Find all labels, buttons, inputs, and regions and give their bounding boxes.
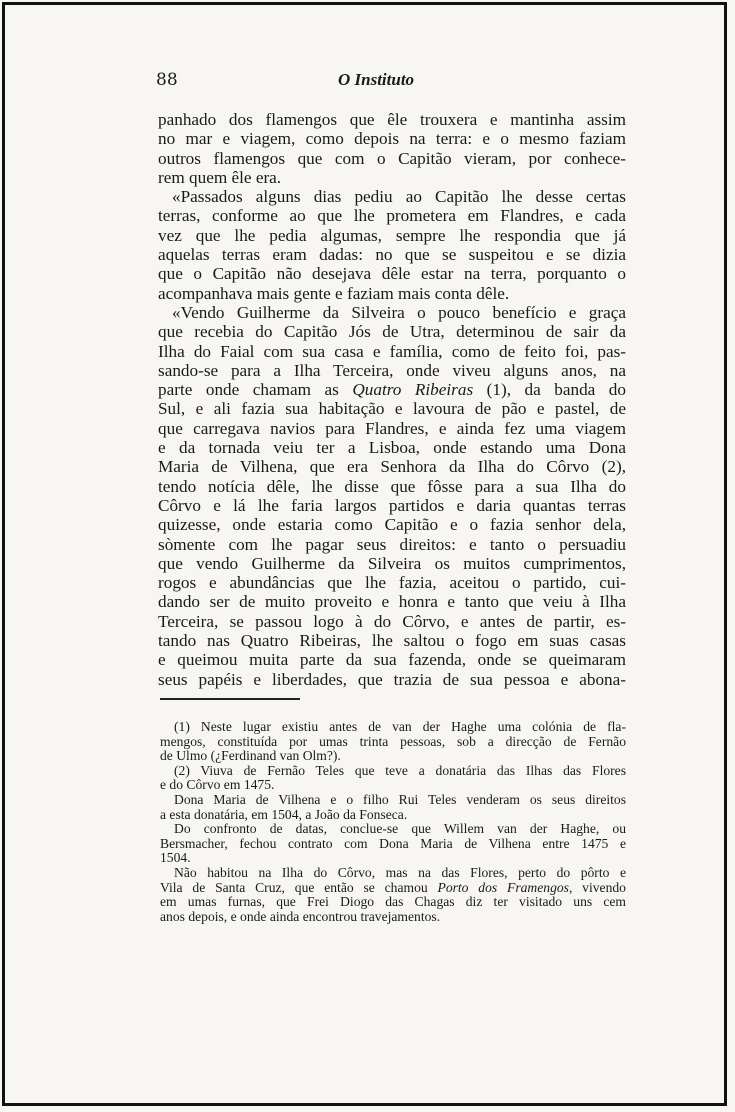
running-title: O Instituto: [338, 70, 415, 89]
footnote-line: de Ulmo (¿Ferdinand van Olm?).: [160, 748, 341, 764]
body-line: no mar e viagem, como depois na terra: e o mesmo faziam: [158, 129, 626, 149]
body-line: sòmente com lhe pagar seus direitos: e tanto o persuadiu: [158, 534, 626, 554]
body-line: quizesse, onde estaria como Capitão e o fazia senhor dela,: [158, 515, 626, 535]
footnote-line: a esta donatária, em 1504, a João da Fonseca.: [160, 806, 408, 822]
footnote-line: Não habitou na Ilha do Côrvo, mas na das Flores, perto do pôrto e: [174, 864, 626, 880]
footnote-line: (1) Neste lugar existiu antes de van der Haghe uma colónia de fla-: [174, 719, 626, 734]
body-line: Terceira, se passou logo à do Côrvo, e antes de partir, es-: [158, 611, 626, 631]
body-line: seus papéis e liberdades, que trazia de sua pessoa e abona-: [158, 669, 626, 689]
page-header: [156, 70, 626, 92]
footnote-line: mengos, constituída por umas trinta pessoas, sob a direcção de Fernão: [160, 733, 626, 749]
body-line: Maria de Vilhena, que era Senhora da Ilha do Côrvo (2),: [158, 457, 626, 477]
body-line: tendo notícia dêle, lhe disse que fôsse para a sua Ilha do: [158, 476, 626, 496]
body-line: acompanhava mais gente e faziam mais conta dêle.: [158, 283, 510, 303]
body-line: «Passados alguns dias pediu ao Capitão lhe desse certas: [172, 187, 626, 207]
footnote-line: Bersmacher, fechou contrato com Dona Maria de Vilhena entre 1475 e: [160, 835, 626, 851]
footnote-line: Do confronto de datas, conclue-se que Willem van der Haghe, ou: [174, 821, 626, 837]
body-line: Côrvo e lá lhe faria largos partidos e daria quantas terras: [158, 495, 626, 515]
body-line: que recebia do Capitão Jós de Utra, determinou de sair da: [158, 322, 626, 342]
body-line: «Vendo Guilherme da Silveira o pouco benefício e graça: [172, 302, 626, 322]
body-line: sando-se para a Ilha Terceira, onde viveu alguns anos, na: [158, 360, 626, 380]
body-line: rogos e abundâncias que lhe fazia, aceitou o partido, cui-: [158, 573, 626, 593]
footnote-line: (2) Viuva de Fernão Teles que teve a donatária das Ilhas das Flores: [174, 762, 626, 778]
body-line: tando nas Quatro Ribeiras, lhe saltou o fogo em suas casas: [158, 631, 626, 651]
body-line: terras, conforme ao que lhe prometera em Flandres, e cada: [158, 206, 626, 226]
body-line: que carregava navios para Flandres, e ainda fez uma viagem: [158, 418, 626, 438]
body-line: vez que lhe pedia algumas, sempre lhe respondia que já: [158, 225, 626, 245]
footnotes: [160, 720, 626, 924]
body-line: outros flamengos que com o Capitão vieram, por conhece-: [158, 148, 626, 168]
body-line: parte onde chamam as Quatro Ribeiras (1), da banda do: [158, 380, 626, 400]
footnote-line: em umas furnas, que Frei Diogo das Chagas diz ter visitado uns cem: [160, 894, 626, 910]
footnote-line: e do Côrvo em 1475.: [160, 777, 275, 793]
footnote-line: Dona Maria de Vilhena e o filho Rui Teles venderam os seus direitos: [174, 791, 626, 807]
body-line: e queimou muita parte da sua fazenda, onde se queimaram: [158, 650, 626, 670]
body-line: Sul, e ali fazia sua habitação e lavoura de pão e pastel, de: [158, 399, 626, 419]
body-text: [158, 110, 626, 689]
footnote-line: Vila de Santa Cruz, que então se chamou Porto dos Framengos, vivendo: [160, 879, 626, 895]
footnote-rule: [160, 698, 300, 700]
footnote-line: 1504.: [160, 850, 191, 866]
body-line: panhado dos flamengos que êle trouxera e mantinha assim: [158, 110, 626, 129]
footnote-line: anos depois, e onde ainda encontrou travejamentos.: [160, 908, 441, 924]
body-line: aquelas terras eram dadas: no que se suspeitou e se dizia: [158, 245, 626, 265]
body-line: que o Capitão não desejava dêle estar na terra, porquanto o: [158, 264, 626, 284]
body-line: Ilha do Faial com sua casa e família, como de feito foi, pas-: [158, 341, 626, 361]
body-line: e da tornada veiu ter a Lisboa, onde estando uma Dona: [158, 438, 626, 458]
page-number: 88: [156, 70, 178, 90]
body-line: que vendo Guilherme da Silveira os muitos cumprimentos,: [158, 553, 626, 573]
body-line: rem quem êle era.: [158, 167, 282, 187]
body-line: dando ser de muito proveito e honra e tanto que veiu à Ilha: [158, 592, 626, 612]
